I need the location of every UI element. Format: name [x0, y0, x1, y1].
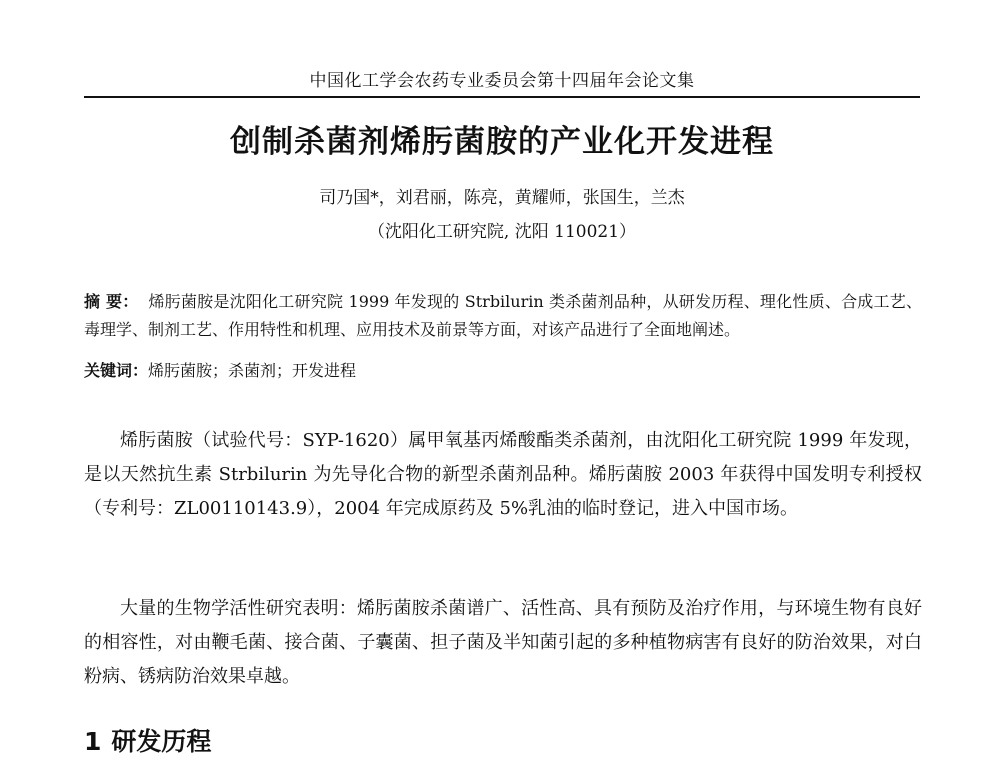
abstract-text: 烯肟菌胺是沈阳化工研究院 1999 年发现的 Strbilurin 类杀菌剂品种，从研发历程、理化性质、合成工艺、毒理学、制剂工艺、作用特性和机理、应用技术及前景等方面，对该产品进行了全面地阐述。 — [84, 292, 922, 339]
keywords — [84, 357, 922, 385]
abstract — [84, 288, 922, 344]
section-title: 研发历程 — [111, 727, 212, 756]
abstract-label: 摘 要： — [84, 292, 139, 311]
author-list: 司乃国*，刘君丽，陈亮，黄耀师，张国生，兰杰 — [319, 188, 685, 208]
keywords-text: 烯肟菌胺；杀菌剂；开发进程 — [148, 361, 357, 380]
affiliation: （沈阳化工研究院, 沈阳 110021） — [367, 222, 637, 242]
section-number: 1 — [84, 727, 102, 756]
paper-title: 创制杀菌剂烯肟菌胺的产业化开发进程 — [230, 124, 774, 160]
body-paragraph: 大量的生物学活性研究表明：烯肟菌胺杀菌谱广、活性高、具有预防及治疗作用，与环境生物有良好的相容性，对由鞭毛菌、接合菌、子囊菌、担子菌及半知菌引起的多种植物病害有良好的防治效果，对白粉病、锈病防治效果卓越。 — [84, 598, 922, 687]
running-header: 中国化工学会农药专业委员会第十四届年会论文集 — [84, 66, 920, 98]
body-paragraph: 烯肟菌胺（试验代号：SYP-1620）属甲氧基丙烯酸酯类杀菌剂，由沈阳化工研究院 1999 年发现，是以天然抗生素 Strbilurin 为先导化合物的新型杀菌剂品种。烯肟菌胺 2003 年获得中国发明专利授权（专利号：ZL00110143.9），2004 年完成原药及 5%乳油的临时登记，进入中国市场。 — [84, 430, 922, 519]
keywords-label: 关键词： — [84, 361, 149, 380]
section-heading — [84, 722, 211, 758]
